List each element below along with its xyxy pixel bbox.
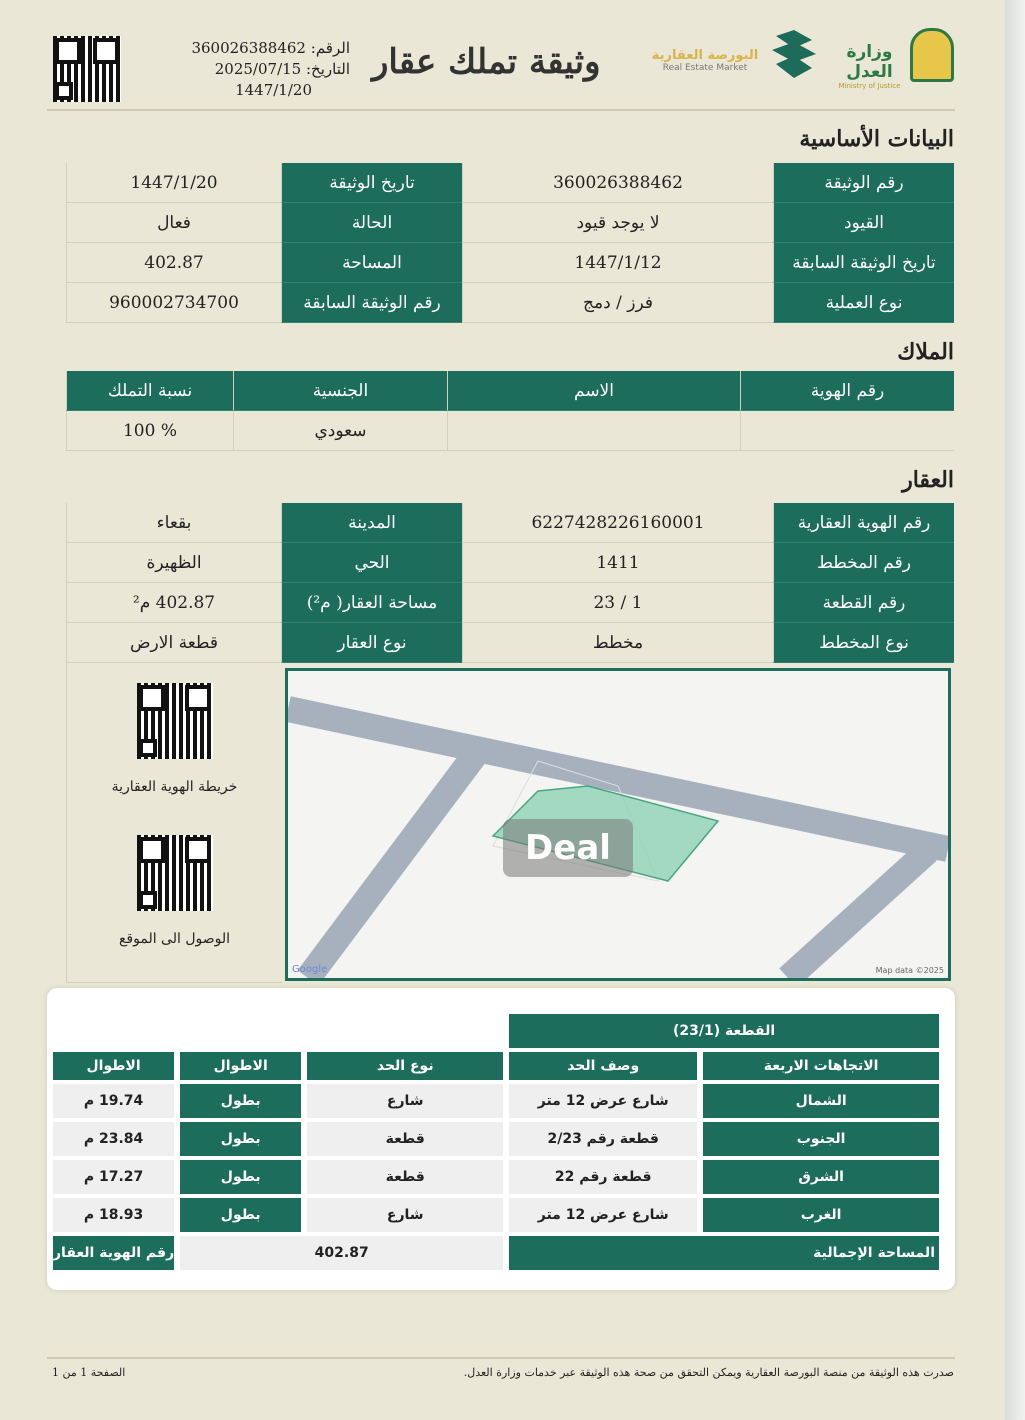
column-header: وصف الحد (509, 1052, 697, 1080)
length-value: 19.74 م (53, 1084, 174, 1118)
page-title: وثيقة تملك عقار (372, 42, 601, 82)
field-label: نوع العملية (773, 283, 954, 323)
field-value: الظهيرة (66, 543, 281, 583)
length-label: بطول (180, 1084, 301, 1118)
length-label: بطول (180, 1160, 301, 1194)
table-row (66, 543, 954, 583)
number-label: الرقم: (310, 39, 350, 57)
map[interactable] (285, 668, 951, 981)
field-value: لا يوجد قيود (462, 203, 773, 243)
field-label: رقم القطعة (773, 583, 954, 623)
boundary-description: شارع عرض 12 متر (509, 1198, 697, 1232)
field-label: رقم الوثيقة السابقة (281, 283, 462, 323)
qr-code (53, 36, 121, 102)
scroll-edge (1005, 0, 1025, 1420)
ministry-emblem-icon (910, 28, 954, 82)
direction: الشمال (703, 1084, 939, 1118)
table-row (53, 1122, 939, 1156)
page-number: الصفحة 1 من 1 (52, 1366, 126, 1379)
field-label: نوع العقار (281, 623, 462, 663)
table-row (66, 623, 954, 663)
field-label: الحي (281, 543, 462, 583)
column-header: رقم الهوية (740, 371, 954, 411)
length-value: 17.27 م (53, 1160, 174, 1194)
exchange-icon (766, 28, 822, 84)
field-value: 6227428226160001 (462, 503, 773, 543)
total-area-value: 402.87 (180, 1236, 503, 1270)
doc-date: 2025/07/15 (214, 60, 302, 78)
field-value: بقعاء (66, 503, 281, 543)
boundary-type: شارع (307, 1198, 503, 1232)
doc-meta (180, 38, 350, 101)
table-row (66, 411, 954, 451)
table-header-row (66, 371, 954, 411)
table-row (53, 1084, 939, 1118)
field-value: 1447/1/12 (462, 243, 773, 283)
boundaries-card (47, 988, 955, 1290)
length-label: بطول (180, 1122, 301, 1156)
field-value: مخطط (462, 623, 773, 663)
boundary-description: قطعة رقم 2/23 (509, 1122, 697, 1156)
location-qr[interactable] (137, 835, 213, 911)
length-value: 18.93 م (53, 1198, 174, 1232)
field-value: 960002734700 (66, 283, 281, 323)
column-header: الاطوال (53, 1052, 174, 1080)
boundary-type: قطعة (307, 1160, 503, 1194)
footer-divider (47, 1357, 955, 1359)
field-value: 1447/1/20 (66, 163, 281, 203)
cell: % 100 (66, 411, 233, 451)
boundary-description: شارع عرض 12 متر (509, 1084, 697, 1118)
hijri-date: 1447/1/20 (235, 81, 312, 99)
column-header: الاسم (447, 371, 740, 411)
field-label: رقم الهوية العقارية (773, 503, 954, 543)
date-label: التاريخ: (306, 60, 350, 78)
boundary-description: قطعة رقم 22 (509, 1160, 697, 1194)
field-label: القيود (773, 203, 954, 243)
table-row (66, 283, 954, 323)
map-data-label: Map data ©2025 (875, 966, 944, 975)
field-value: 402.87 م² (66, 583, 281, 623)
cell (447, 411, 740, 451)
basic-table (66, 163, 954, 323)
watermark: Deal (503, 819, 633, 877)
field-value: فرز / دمج (462, 283, 773, 323)
field-value: 1 / 23 (462, 583, 773, 623)
qr2-label: الوصول الى الموقع (118, 931, 231, 947)
cell: سعودي (233, 411, 447, 451)
boundary-type: قطعة (307, 1122, 503, 1156)
field-label: الحالة (281, 203, 462, 243)
length-label: بطول (180, 1198, 301, 1232)
table-row (66, 203, 954, 243)
qr-panel (66, 663, 282, 983)
section-title-basic: البيانات الأساسية (799, 126, 954, 152)
field-label: رقم الوثيقة (773, 163, 954, 203)
total-area-label: المساحة الإجمالية (509, 1236, 939, 1270)
column-header: نسبة التملك (66, 371, 233, 411)
ministry-logo: وزارة العدل Ministry of Justice (838, 42, 901, 90)
empty (53, 1014, 503, 1048)
field-value: 402.87 (66, 243, 281, 283)
field-value: قطعة الارض (66, 623, 281, 663)
doc-number: 360026388462 (191, 39, 306, 57)
property-table (66, 503, 954, 663)
property-map-qr[interactable] (137, 683, 213, 759)
table-row (53, 1198, 939, 1232)
column-header: الاتجاهات الاربعة (703, 1052, 939, 1080)
column-header: الجنسية (233, 371, 447, 411)
field-label: مساحة العقار( م²) (281, 583, 462, 623)
qr1-label: خريطة الهوية العقارية (111, 779, 238, 795)
cell (740, 411, 954, 451)
property-id-label: رقم الهوية العقار (53, 1236, 174, 1270)
section-title-property: العقار (902, 467, 954, 493)
table-row (66, 163, 954, 203)
field-value: فعال (66, 203, 281, 243)
google-attribution: Google (292, 964, 328, 975)
direction: الشرق (703, 1160, 939, 1194)
table-row (66, 503, 954, 543)
length-value: 23.84 م (53, 1122, 174, 1156)
field-label: تاريخ الوثيقة السابقة (773, 243, 954, 283)
field-label: المدينة (281, 503, 462, 543)
field-label: المساحة (281, 243, 462, 283)
boundary-type: شارع (307, 1084, 503, 1118)
table-row (66, 243, 954, 283)
direction: الغرب (703, 1198, 939, 1232)
section-title-owners: الملاك (897, 339, 954, 365)
parcel-title: القطعة (23/1) (509, 1014, 939, 1048)
field-label: تاريخ الوثيقة (281, 163, 462, 203)
table-row (53, 1160, 939, 1194)
field-label: نوع المخطط (773, 623, 954, 663)
field-label: رقم المخطط (773, 543, 954, 583)
column-header: نوع الحد (307, 1052, 503, 1080)
field-value: 360026388462 (462, 163, 773, 203)
owners-table (66, 371, 954, 451)
boundaries-table (47, 1010, 945, 1274)
direction: الجنوب (703, 1122, 939, 1156)
exchange-logo: البورصة العقارية Real Estate Market (651, 48, 759, 73)
divider (47, 109, 955, 111)
table-row (66, 583, 954, 623)
footer-note: صدرت هذه الوثيقة من منصة البورصة العقارية ويمكن التحقق من صحة هذه الوثيقة عبر خدمات وزارة العدل. (463, 1366, 954, 1379)
field-value: 1411 (462, 543, 773, 583)
column-header: الاطوال (180, 1052, 301, 1080)
